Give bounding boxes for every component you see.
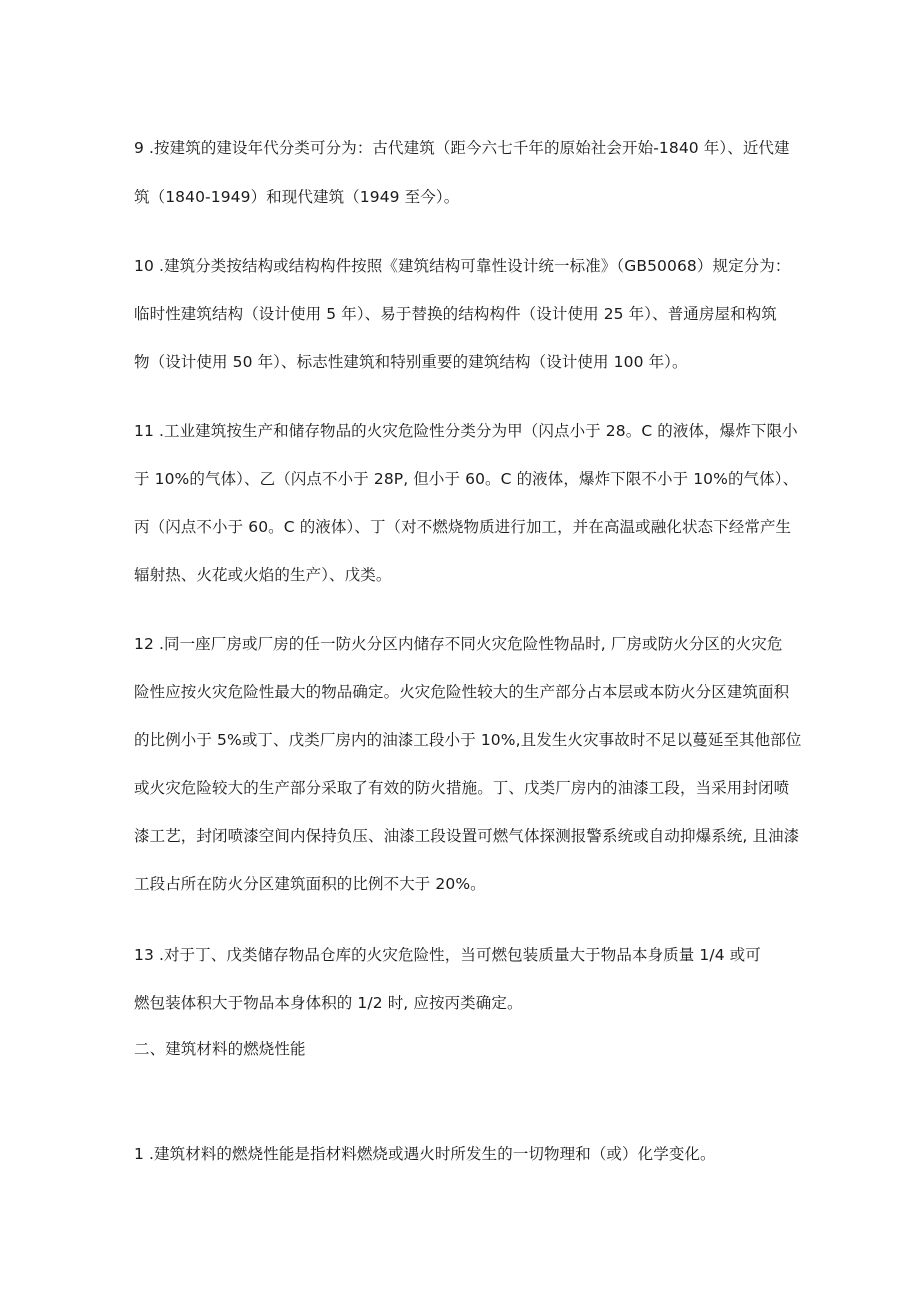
item-9-line-1: 9 .按建筑的建设年代分类可分为：古代建筑（距今六七千年的原始社会开始-1840 年）、近代建 bbox=[134, 139, 790, 157]
item-12-line-6: 工段占所在防火分区建筑面积的比例不大于 20%。 bbox=[134, 875, 486, 893]
item-10-line-1: 10 .建筑分类按结构或结构构件按照《建筑结构可靠性设计统一标准》（GB50068）规定分为： bbox=[134, 257, 791, 275]
item-11-line-3: 丙（闪点不小于 60。C 的液体）、丁（对不燃烧物质进行加工，并在高温或融化状态下经常产生 bbox=[134, 518, 792, 536]
item-12-line-5: 漆工艺，封闭喷漆空间内保持负压、油漆工段设置可燃气体探测报警系统或自动抑爆系统, 且油漆 bbox=[134, 827, 800, 845]
item-10-line-2: 临时性建筑结构（设计使用 5 年）、易于替换的结构构件（设计使用 25 年）、普通房屋和构筑 bbox=[134, 305, 777, 323]
item-13-line-1: 13 .对于丁、戊类储存物品仓库的火灾危险性，当可燃包装质量大于物品本身质量 1/4 或可 bbox=[134, 946, 761, 964]
item-9-line-2: 筑（1840-1949）和现代建筑（1949 至今）。 bbox=[134, 188, 460, 206]
item-10-line-3: 物（设计使用 50 年）、标志性建筑和特别重要的建筑结构（设计使用 100 年）。 bbox=[134, 353, 688, 371]
item-12-line-1: 12 .同一座厂房或厂房的任一防火分区内储存不同火灾危险性物品时, 厂房或防火分区的火灾危 bbox=[134, 635, 783, 653]
item-13-line-2: 燃包装体积大于物品本身体积的 1/2 时, 应按丙类确定。 bbox=[134, 994, 523, 1012]
item-12-line-3: 的比例小于 5%或丁、戊类厂房内的油漆工段小于 10%,且发生火灾事故时不足以蔓延至其他部位 bbox=[134, 731, 802, 749]
item-1-line-1: 1 .建筑材料的燃烧性能是指材料燃烧或遇火时所发生的一切物理和（或）化学变化。 bbox=[134, 1145, 716, 1163]
item-11-line-1: 11 .工业建筑按生产和储存物品的火灾危险性分类分为甲（闪点小于 28。C 的液体，爆炸下限小 bbox=[134, 422, 798, 440]
section-heading: 二、建筑材料的燃烧性能 bbox=[134, 1040, 306, 1058]
item-11-line-2: 于 10%的气体）、乙（闪点不小于 28P, 但小于 60。C 的液体，爆炸下限不小于 10%的气体）、 bbox=[134, 470, 799, 488]
item-11-line-4: 辐射热、火花或火焰的生产）、戊类。 bbox=[134, 566, 392, 584]
item-12-line-4: 或火灾危险较大的生产部分采取了有效的防火措施。丁、戊类厂房内的油漆工段，当采用封闭喷 bbox=[134, 779, 790, 797]
item-12-line-2: 险性应按火灾危险性最大的物品确定。火灾危险性较大的生产部分占本层或本防火分区建筑面积 bbox=[134, 683, 790, 701]
